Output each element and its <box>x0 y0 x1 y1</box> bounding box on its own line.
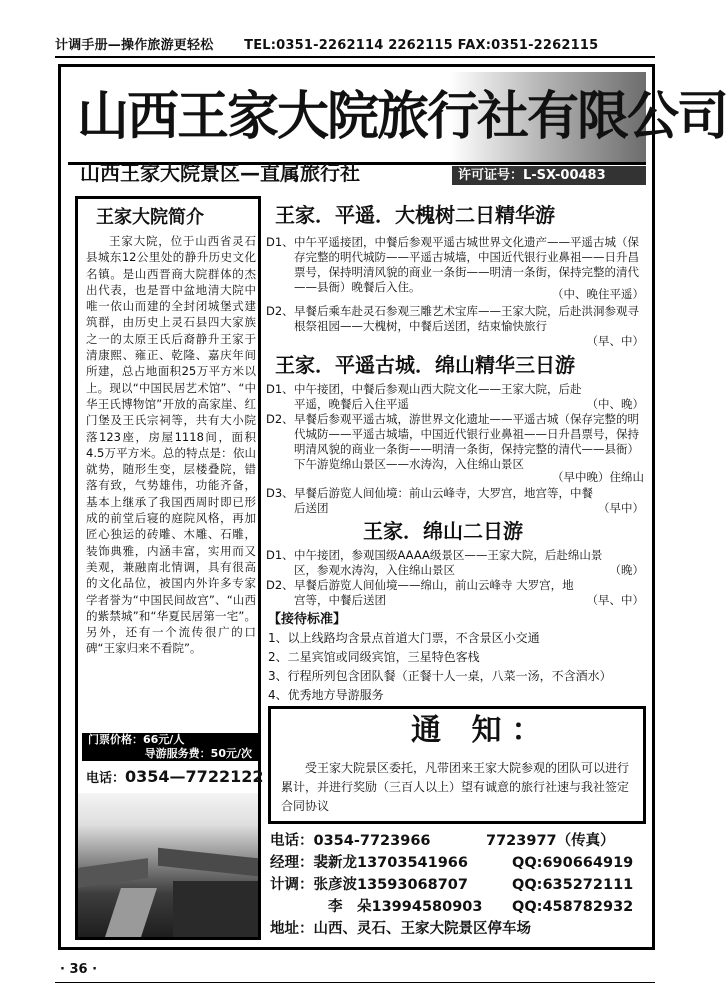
day-meal: （早、中） <box>586 593 644 607</box>
footer-rule <box>55 982 655 983</box>
tour-3-day-2 <box>266 578 646 610</box>
day-lead: D1、 <box>266 382 294 396</box>
day-meal: （早中） <box>598 501 644 515</box>
subtitle: 山西王家大院景区—直属旅行社 <box>80 161 360 185</box>
standards-title: 【接待标准】 <box>268 612 347 627</box>
contact-block <box>270 830 650 940</box>
contact-phone-label: 电话： <box>270 833 314 849</box>
day-lead: D1、 <box>266 548 294 562</box>
reception-standards <box>268 610 648 705</box>
contact-planner-1-qq: QQ:635272111 <box>512 877 634 893</box>
intro-column <box>75 196 264 940</box>
day-meal: （中、晚住平遥） <box>552 287 644 301</box>
photo-wall-shape <box>173 881 258 937</box>
courtyard-photo <box>78 793 258 937</box>
contact-manager: 裴新龙13703541966 <box>313 855 468 871</box>
notice-title: 通 知： <box>411 713 552 748</box>
contact-address: 山西、灵石、王家大院景区停车场 <box>313 921 531 937</box>
contact-manager-row <box>270 852 650 874</box>
header-slogan: 计调手册—操作旅游更轻松 <box>55 38 214 53</box>
contact-planner-2: 李 朵13994580903 <box>328 899 483 915</box>
standards-item: 4、优秀地方导游服务 <box>268 688 384 702</box>
standards-item: 1、以上线路均含景点首道大门票，不含景区小交通 <box>268 631 540 645</box>
page-number: · 36 · <box>60 962 98 977</box>
notice-box <box>268 706 646 824</box>
day-lead: D2、 <box>266 578 294 592</box>
standards-item: 2、二星宾馆或同级宾馆，三星特色客栈 <box>268 650 480 664</box>
tour-2-day-1 <box>266 382 646 414</box>
day-meal: （早、中） <box>586 334 644 348</box>
main-title: 山西王家大院旅行社有限公司 <box>77 86 727 147</box>
tour-2-title: 王家．平遥古城．绵山精华三日游 <box>275 353 575 377</box>
day-lead: D2、 <box>266 304 294 318</box>
contact-planner-label: 计调： <box>270 877 314 893</box>
day-meal: （早中晚）住绵山 <box>552 470 644 484</box>
day-text: 早餐后乘车赴灵石参观三雕艺术宝库——王家大院，后赴洪洞参观寻根祭祖园——大槐树，中餐后送团，结束愉快旅行 <box>294 304 639 333</box>
contact-address-label: 地址： <box>270 921 314 937</box>
day-text: 中午接团，中餐后参观山西大院文化——王家大院，后赴平遥，晚餐后入住平遥 <box>294 382 582 411</box>
contact-fax: 7723977（传真） <box>486 833 615 849</box>
day-meal: （中、晚） <box>586 397 644 411</box>
price-box <box>82 733 258 761</box>
tour-1-day-2 <box>266 304 646 348</box>
header-phones: TEL:0351-2262114 2262115 FAX:0351-2262115 <box>244 38 599 53</box>
contact-planner-2-qq: QQ:458782932 <box>512 899 634 915</box>
guide-fee: 导游服务费：50元/次 <box>144 747 252 760</box>
day-meal: （晚） <box>609 563 644 577</box>
contact-planner-2-row <box>270 896 650 918</box>
photo-roof-shape <box>158 848 258 877</box>
intro-phone-label: 电话： <box>86 771 126 786</box>
tour-3-day-1 <box>266 548 646 580</box>
day-lead: D3、 <box>266 486 294 500</box>
contact-planner-row <box>270 874 650 896</box>
tour-1-day-1 <box>266 235 646 299</box>
standards-item: 3、行程所列包含团队餐（正餐十人一桌，八菜一汤，不含酒水） <box>268 669 612 683</box>
day-text: 早餐后参观平遥古城，游世界文化遗址——平遥古城（保存完整的明代城防——平遥古城墙，中国近代银行业鼻祖——日升昌票号，保持明清风貌的商业一条街——明清一条街，保持完整的清代——县衙）下午游览绵山景区——水涛沟，入住绵山景区 <box>294 412 639 471</box>
intro-phone <box>86 767 263 786</box>
contact-phone-row <box>270 830 650 852</box>
notice-text: 受王家大院景区委托，凡带团来王家大院参观的团队可以进行累计，并进行奖励（三百人以上）望有诚意的旅行社速与我社签定合同协议 <box>281 761 630 813</box>
day-text: 中午平遥接团，中餐后参观平遥古城世界文化遗产——平遥古城（保存完整的明代城防——平遥古城墙，中国近代银行业鼻祖——日升昌票号，保持明清风貌的商业一条街——明清一条街，保持完整的清代——县衙）晚餐后入住。 <box>294 235 639 294</box>
license-badge: 许可证号：L-SX-00483 <box>452 166 646 185</box>
intro-text: 王家大院，位于山西省灵石县城东12公里处的静升历史文化名镇。是山西晋商大院群体的杰出代表，也是晋中盆地清大院中唯一依山而建的全封闭城堡式建筑群，由历史上灵石县四大家族之一的太原王氏后裔静升王家于清康熙、雍正、乾隆、嘉庆年间所建，总占地面积25万平方米以上。现以“中国民居艺术馆”、“中华王氏博物馆”开放的高家崖、红门堡及王氏宗祠等，共有大小院落123座，房屋1118间，面积4.5万平方米。总的特点是：依山就势，随形生变，层楼叠院，错落有致，气势雄伟，功能齐备，基本上继承了我国西周时即已形成的前堂后寝的庭院风格，再加匠心独运的砖雕、木雕、石雕，装饰典雅，内涵丰富，实用而又美观，兼融南北情调，具有很高的文化品位，被国内外许多专家学者誉为“中国民间故宫”、“山西的紫禁城”和“华夏民居第一宅”。另外，还有一个流传很广的口碑“王家归来不看院”。 <box>86 234 256 656</box>
day-text: 早餐后游览人间仙境：前山云峰寺，大罗宫，地宫等，中餐后送团 <box>294 486 593 515</box>
ticket-price: 门票价格：66元/人 <box>88 733 185 746</box>
intro-title: 王家大院简介 <box>96 207 204 228</box>
photo-lane-shape <box>105 888 157 937</box>
photo-roof-shape <box>78 858 148 888</box>
tour-2-day-2 <box>266 412 646 484</box>
day-lead: D2、 <box>266 412 294 426</box>
tour-2-day-3 <box>266 486 646 518</box>
contact-address-row <box>270 918 650 940</box>
contact-manager-label: 经理： <box>270 855 314 871</box>
contact-manager-qq: QQ:690664919 <box>512 855 634 871</box>
intro-phone-number: 0354—7722122 <box>125 767 264 786</box>
contact-phone: 0354-7723966 <box>313 833 431 849</box>
tour-3-title: 王家．绵山二日游 <box>363 519 523 543</box>
day-text: 中午接团，参观国级AAAA级景区——王家大院，后赴绵山景区，参观水涛沟，入住绵山景区 <box>294 548 603 577</box>
header-strip <box>55 34 655 54</box>
day-lead: D1、 <box>266 235 294 249</box>
tour-1-title: 王家．平遥．大槐树二日精华游 <box>275 203 555 227</box>
header-rule <box>55 56 655 58</box>
contact-planner-1: 张彦波13593068707 <box>313 877 468 893</box>
day-text: 早餐后游览人间仙境——绵山，前山云峰寺 大罗宫，地宫等，中餐后送团 <box>294 578 574 607</box>
